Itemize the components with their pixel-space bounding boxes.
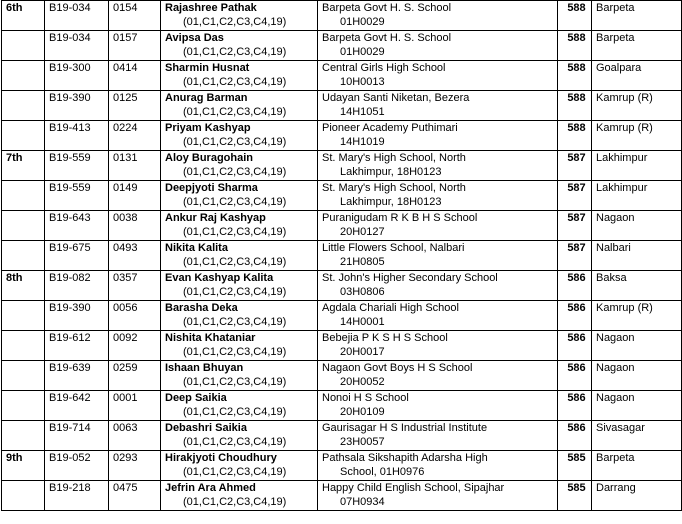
candidate-cell (161, 121, 318, 151)
marks-cell: 585 (558, 481, 592, 511)
school-name: Central Girls High School (322, 62, 446, 74)
roll-number-cell: 0475 (109, 481, 161, 511)
school-cell (318, 301, 558, 331)
candidate-cell (161, 481, 318, 511)
school-cell (318, 181, 558, 211)
candidate-name: Hirakjyoti Choudhury (165, 452, 277, 464)
roll-code-cell: B19-643 (45, 211, 109, 241)
school-code: 20H0017 (340, 346, 385, 359)
candidate-name: Evan Kashyap Kalita (165, 272, 274, 284)
school-cell (318, 271, 558, 301)
roll-code-cell: B19-675 (45, 241, 109, 271)
table-row (2, 91, 682, 121)
school-name: Udayan Santi Niketan, Bezera (322, 92, 470, 104)
district-cell: Kamrup (R) (592, 91, 682, 121)
table-row (2, 121, 682, 151)
candidate-name: Debashri Saikia (165, 422, 247, 434)
school-name: Pathsala Sikshapith Adarsha High (322, 452, 488, 464)
school-code: Lakhimpur, 18H0123 (340, 166, 442, 179)
school-name: Happy Child English School, Sipajhar (322, 482, 505, 494)
district-cell: Barpeta (592, 1, 682, 31)
school-code: 23H0057 (340, 436, 385, 449)
district-cell: Nagaon (592, 331, 682, 361)
school-cell (318, 61, 558, 91)
roll-number-cell: 0131 (109, 151, 161, 181)
roll-number-cell: 0414 (109, 61, 161, 91)
rank-cell: 6th (2, 1, 45, 31)
candidate-name: Aloy Buragohain (165, 152, 254, 164)
candidate-name: Priyam Kashyap (165, 122, 251, 134)
school-name: Barpeta Govt H. S. School (322, 32, 452, 44)
table-row (2, 301, 682, 331)
rank-cell (2, 481, 45, 511)
roll-number-cell: 0149 (109, 181, 161, 211)
school-cell (318, 241, 558, 271)
roll-code-cell: B19-639 (45, 361, 109, 391)
subject-codes: (01,C1,C2,C3,C4,19) (183, 316, 287, 329)
roll-code-cell: B19-082 (45, 271, 109, 301)
rank-cell (2, 211, 45, 241)
rank-cell (2, 241, 45, 271)
marks-cell: 588 (558, 1, 592, 31)
rank-cell (2, 331, 45, 361)
school-name: Nonoi H S School (322, 392, 409, 404)
roll-number-cell: 0493 (109, 241, 161, 271)
school-code: 14H1051 (340, 106, 385, 119)
subject-codes: (01,C1,C2,C3,C4,19) (183, 196, 287, 209)
roll-code-cell: B19-390 (45, 301, 109, 331)
candidate-cell (161, 181, 318, 211)
subject-codes: (01,C1,C2,C3,C4,19) (183, 136, 287, 149)
table-row (2, 451, 682, 481)
rank-cell (2, 91, 45, 121)
subject-codes: (01,C1,C2,C3,C4,19) (183, 286, 287, 299)
rank-cell (2, 181, 45, 211)
candidate-cell (161, 301, 318, 331)
school-cell (318, 451, 558, 481)
roll-code-cell: B19-612 (45, 331, 109, 361)
roll-code-cell: B19-300 (45, 61, 109, 91)
school-cell (318, 31, 558, 61)
school-cell (318, 331, 558, 361)
subject-codes: (01,C1,C2,C3,C4,19) (183, 46, 287, 59)
subject-codes: (01,C1,C2,C3,C4,19) (183, 166, 287, 179)
marks-cell: 587 (558, 211, 592, 241)
subject-codes: (01,C1,C2,C3,C4,19) (183, 346, 287, 359)
marks-cell: 586 (558, 331, 592, 361)
candidate-cell (161, 1, 318, 31)
school-code: 01H0029 (340, 46, 385, 59)
subject-codes: (01,C1,C2,C3,C4,19) (183, 226, 287, 239)
roll-code-cell: B19-559 (45, 151, 109, 181)
district-cell: Sivasagar (592, 421, 682, 451)
roll-code-cell: B19-559 (45, 181, 109, 211)
candidate-name: Rajashree Pathak (165, 2, 257, 14)
district-cell: Kamrup (R) (592, 121, 682, 151)
school-cell (318, 151, 558, 181)
roll-number-cell: 0001 (109, 391, 161, 421)
table-row (2, 481, 682, 511)
subject-codes: (01,C1,C2,C3,C4,19) (183, 16, 287, 29)
school-code: 20H0109 (340, 406, 385, 419)
roll-code-cell: B19-052 (45, 451, 109, 481)
marks-cell: 588 (558, 31, 592, 61)
table-row (2, 61, 682, 91)
district-cell: Barpeta (592, 31, 682, 61)
candidate-cell (161, 361, 318, 391)
roll-number-cell: 0154 (109, 1, 161, 31)
rank-cell: 9th (2, 451, 45, 481)
district-cell: Lakhimpur (592, 181, 682, 211)
roll-number-cell: 0092 (109, 331, 161, 361)
school-code: 03H0806 (340, 286, 385, 299)
marks-cell: 587 (558, 241, 592, 271)
school-cell (318, 481, 558, 511)
candidate-cell (161, 211, 318, 241)
school-name: Gaurisagar H S Industrial Institute (322, 422, 488, 434)
roll-number-cell: 0063 (109, 421, 161, 451)
roll-code-cell: B19-034 (45, 1, 109, 31)
candidate-name: Deepjyoti Sharma (165, 182, 258, 194)
school-name: Barpeta Govt H. S. School (322, 2, 452, 14)
subject-codes: (01,C1,C2,C3,C4,19) (183, 436, 287, 449)
table-row (2, 181, 682, 211)
school-code: 14H1019 (340, 136, 385, 149)
school-code: 01H0029 (340, 16, 385, 29)
subject-codes: (01,C1,C2,C3,C4,19) (183, 376, 287, 389)
roll-number-cell: 0293 (109, 451, 161, 481)
candidate-cell (161, 241, 318, 271)
school-name: Pioneer Academy Puthimari (322, 122, 458, 134)
district-cell: Nagaon (592, 361, 682, 391)
candidate-name: Nishita Khataniar (165, 332, 256, 344)
candidate-name: Avipsa Das (165, 32, 224, 44)
district-cell: Goalpara (592, 61, 682, 91)
candidate-name: Ankur Raj Kashyap (165, 212, 266, 224)
candidate-name: Sharmin Husnat (165, 62, 250, 74)
candidate-cell (161, 451, 318, 481)
school-code: 20H0127 (340, 226, 385, 239)
subject-codes: (01,C1,C2,C3,C4,19) (183, 496, 287, 509)
candidate-name: Nikita Kalita (165, 242, 228, 254)
district-cell: Nagaon (592, 391, 682, 421)
candidate-name: Barasha Deka (165, 302, 238, 314)
district-cell: Barpeta (592, 451, 682, 481)
table-row (2, 361, 682, 391)
candidate-cell (161, 331, 318, 361)
table-row (2, 31, 682, 61)
subject-codes: (01,C1,C2,C3,C4,19) (183, 106, 287, 119)
school-cell (318, 1, 558, 31)
rank-cell (2, 421, 45, 451)
table-row (2, 151, 682, 181)
school-name: St. Mary's High School, North (322, 182, 466, 194)
table-row (2, 421, 682, 451)
roll-number-cell: 0259 (109, 361, 161, 391)
marks-cell: 587 (558, 151, 592, 181)
school-code: 21H0805 (340, 256, 385, 269)
candidate-cell (161, 271, 318, 301)
rank-cell (2, 31, 45, 61)
school-cell (318, 211, 558, 241)
marks-cell: 586 (558, 421, 592, 451)
candidate-cell (161, 61, 318, 91)
school-code: School, 01H0976 (340, 466, 425, 479)
marks-cell: 585 (558, 451, 592, 481)
rank-cell (2, 301, 45, 331)
candidate-cell (161, 151, 318, 181)
marks-cell: 587 (558, 181, 592, 211)
school-name: Nagaon Govt Boys H S School (322, 362, 473, 374)
rank-cell (2, 391, 45, 421)
table-row (2, 331, 682, 361)
rank-cell (2, 61, 45, 91)
roll-number-cell: 0157 (109, 31, 161, 61)
school-cell (318, 121, 558, 151)
roll-number-cell: 0357 (109, 271, 161, 301)
candidate-name: Deep Saikia (165, 392, 227, 404)
subject-codes: (01,C1,C2,C3,C4,19) (183, 256, 287, 269)
subject-codes: (01,C1,C2,C3,C4,19) (183, 76, 287, 89)
roll-code-cell: B19-034 (45, 31, 109, 61)
table-row (2, 391, 682, 421)
table-row (2, 1, 682, 31)
candidate-name: Anurag Barman (165, 92, 248, 104)
district-cell: Nagaon (592, 211, 682, 241)
roll-code-cell: B19-390 (45, 91, 109, 121)
school-code: 14H0001 (340, 316, 385, 329)
table-row (2, 271, 682, 301)
candidate-cell (161, 421, 318, 451)
marks-cell: 586 (558, 301, 592, 331)
roll-number-cell: 0125 (109, 91, 161, 121)
marks-cell: 586 (558, 361, 592, 391)
district-cell: Nalbari (592, 241, 682, 271)
school-cell (318, 391, 558, 421)
marks-cell: 586 (558, 391, 592, 421)
school-name: Bebejia P K S H S School (322, 332, 448, 344)
roll-number-cell: 0056 (109, 301, 161, 331)
district-cell: Lakhimpur (592, 151, 682, 181)
school-name: St. Mary's High School, North (322, 152, 466, 164)
district-cell: Baksa (592, 271, 682, 301)
subject-codes: (01,C1,C2,C3,C4,19) (183, 406, 287, 419)
subject-codes: (01,C1,C2,C3,C4,19) (183, 466, 287, 479)
marks-cell: 588 (558, 61, 592, 91)
merit-list-table (1, 0, 682, 511)
table-row (2, 211, 682, 241)
school-name: St. John's Higher Secondary School (322, 272, 498, 284)
rank-cell (2, 121, 45, 151)
school-cell (318, 91, 558, 121)
candidate-cell (161, 31, 318, 61)
school-code: 20H0052 (340, 376, 385, 389)
table-row (2, 241, 682, 271)
district-cell: Darrang (592, 481, 682, 511)
roll-code-cell: B19-218 (45, 481, 109, 511)
candidate-name: Jefrin Ara Ahmed (165, 482, 256, 494)
rank-cell (2, 361, 45, 391)
school-name: Little Flowers School, Nalbari (322, 242, 465, 254)
marks-cell: 588 (558, 91, 592, 121)
school-code: Lakhimpur, 18H0123 (340, 196, 442, 209)
rank-cell: 8th (2, 271, 45, 301)
rank-cell: 7th (2, 151, 45, 181)
candidate-cell (161, 391, 318, 421)
school-name: Puranigudam R K B H S School (322, 212, 478, 224)
marks-cell: 588 (558, 121, 592, 151)
school-name: Agdala Chariali High School (322, 302, 459, 314)
roll-code-cell: B19-714 (45, 421, 109, 451)
roll-code-cell: B19-642 (45, 391, 109, 421)
roll-code-cell: B19-413 (45, 121, 109, 151)
merit-list-body (2, 1, 682, 511)
school-code: 07H0934 (340, 496, 385, 509)
marks-cell: 586 (558, 271, 592, 301)
roll-number-cell: 0038 (109, 211, 161, 241)
candidate-cell (161, 91, 318, 121)
candidate-name: Ishaan Bhuyan (165, 362, 244, 374)
school-code: 10H0013 (340, 76, 385, 89)
district-cell: Kamrup (R) (592, 301, 682, 331)
school-cell (318, 361, 558, 391)
school-cell (318, 421, 558, 451)
roll-number-cell: 0224 (109, 121, 161, 151)
